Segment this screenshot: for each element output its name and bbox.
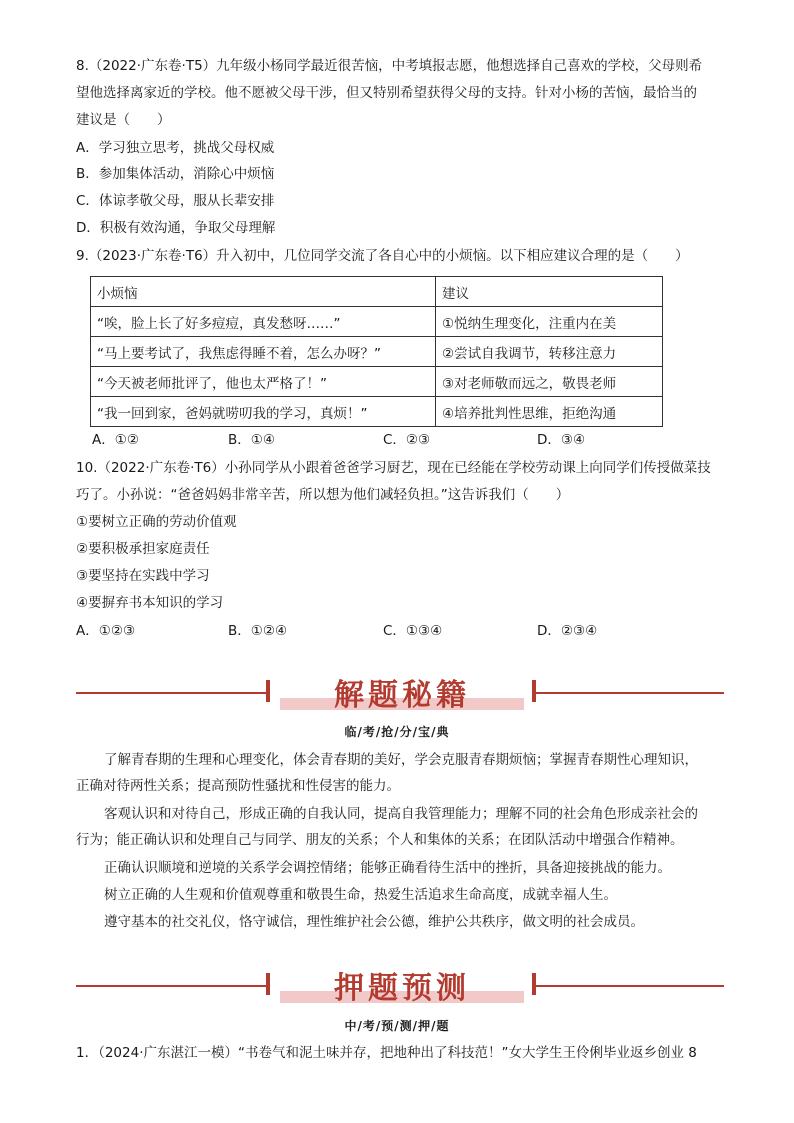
table-row xyxy=(91,337,663,367)
table-header-worry: 小烦恼 xyxy=(91,277,436,307)
q10-statement-2: ②要积极承担家庭责任 xyxy=(76,541,210,557)
table-row xyxy=(91,397,663,427)
q8-option-b: B．参加集体活动，消除心中烦恼 xyxy=(76,166,275,182)
tips-paragraph-1-line-1: 了解青春期的生理和心理变化，体会青春期的美好，学会克服青春期烦恼；掌握青春期性心理知识， xyxy=(104,752,698,768)
q8-option-d: D．积极有效沟通，争取父母理解 xyxy=(76,220,276,236)
q10-stem-line-1: 10.（2022·广东卷·T6）小孙同学从小跟着爸爸学习厨艺，现在已经能在学校劳动课上向同学们传授做菜技 xyxy=(76,460,711,476)
q10-statement-3: ③要坚持在实践中学习 xyxy=(76,568,210,584)
banner-cap-right xyxy=(532,973,536,995)
tips-paragraph-2-line-1: 客观认识和对待自己，形成正确的自我认同，提高自我管理能力；理解不同的社会角色形成亲社会的 xyxy=(104,806,698,822)
section-title: 押题预测 xyxy=(334,971,470,1006)
q9-stem: 9.（2023·广东卷·T6）升入初中，几位同学交流了各自心中的小烦恼。以下相应建议合理的是（ ） xyxy=(76,248,689,264)
q9-option-c: C．②③ xyxy=(383,432,431,448)
q10-options xyxy=(76,621,716,641)
q8-option-c: C．体谅孝敬父母，服从长辈安排 xyxy=(76,193,275,209)
q10-statement-4: ④要摒弃书本知识的学习 xyxy=(76,595,224,611)
p1-stem: 1．（2024·广东湛江一模）“书卷气和泥土味并存，把地种出了科技范！”女大学生王伶俐毕业返乡创业 8 xyxy=(76,1045,697,1061)
table-cell: “唉，脸上长了好多痘痘，真发愁呀……” xyxy=(91,307,436,337)
banner-cap-left xyxy=(266,973,270,995)
table-cell: “今天被老师批评了，他也太严格了！” xyxy=(91,367,436,397)
q8-stem-line-1: 8.（2022·广东卷·T5）九年级小杨同学最近很苦恼，中考填报志愿，他想选择自己喜欢的学校，父母则希 xyxy=(76,58,703,74)
q8-stem-line-3: 建议是（ ） xyxy=(76,112,171,128)
banner-cap-left xyxy=(266,680,270,702)
banner-rule-left xyxy=(76,985,266,987)
tips-paragraph-3: 正确认识顺境和逆境的关系学会调控情绪；能够正确看待生活中的挫折，具备迎接挑战的能力。 xyxy=(104,860,671,876)
q10-stem-line-2: 巧了。小孙说：“爸爸妈妈非常辛苦，所以想为他们减轻负担。”这告诉我们（ ） xyxy=(76,487,570,503)
section-subtitle: 临/考/抢/分/宝/典 xyxy=(344,725,450,739)
table-cell: ②尝试自我调节，转移注意力 xyxy=(436,337,663,367)
q9-option-a: A．①② xyxy=(92,432,139,448)
banner-rule-right xyxy=(536,692,724,694)
table-row xyxy=(91,307,663,337)
q10-option-d: D．②③④ xyxy=(537,623,598,639)
q10-option-b: B．①②④ xyxy=(228,623,288,639)
q9-table xyxy=(90,276,663,427)
table-cell: “我一回到家，爸妈就唠叨我的学习，真烦！” xyxy=(91,397,436,427)
q8-option-a: A．学习独立思考，挑战父母权威 xyxy=(76,140,275,156)
table-row xyxy=(91,277,663,307)
table-cell: ③对老师敬而远之，敬畏老师 xyxy=(436,367,663,397)
section-title: 解题秘籍 xyxy=(334,678,470,713)
table-header-advice: 建议 xyxy=(436,277,663,307)
banner-cap-right xyxy=(532,680,536,702)
banner-rule-left xyxy=(76,692,266,694)
q9-option-b: B．①④ xyxy=(228,432,275,448)
section-banner-tips xyxy=(76,674,724,714)
section-subtitle: 中/考/预/测/押/题 xyxy=(344,1019,450,1033)
q10-statement-1: ①要树立正确的劳动价值观 xyxy=(76,514,237,530)
table-cell: ①悦纳生理变化，注重内在美 xyxy=(436,307,663,337)
table-cell: “马上要考试了，我焦虑得睡不着，怎么办呀？” xyxy=(91,337,436,367)
q9-option-d: D．③④ xyxy=(537,432,586,448)
table-row xyxy=(91,367,663,397)
tips-paragraph-5: 遵守基本的社交礼仪，恪守诚信，理性维护社会公德，维护公共秩序，做文明的社会成员。 xyxy=(104,914,644,930)
banner-rule-right xyxy=(536,985,724,987)
q10-option-a: A．①②③ xyxy=(76,623,136,639)
tips-paragraph-1-line-2: 正确对待两性关系；提高预防性骚扰和性侵害的能力。 xyxy=(76,778,400,794)
tips-paragraph-2-line-2: 行为；能正确认识和处理自己与同学、朋友的关系；个人和集体的关系；在团队活动中增强合作精神。 xyxy=(76,832,684,848)
q9-options xyxy=(76,430,716,450)
q10-option-c: C．①③④ xyxy=(383,623,443,639)
q8-stem-line-2: 望他选择离家近的学校。他不愿被父母干涉，但又特别希望获得父母的支持。针对小杨的苦恼，最恰当的 xyxy=(76,85,697,101)
tips-paragraph-4: 树立正确的人生观和价值观尊重和敬畏生命，热爱生活追求生命高度，成就幸福人生。 xyxy=(104,887,617,903)
table-cell: ④培养批判性思维，拒绝沟通 xyxy=(436,397,663,427)
section-banner-predict xyxy=(76,967,724,1007)
